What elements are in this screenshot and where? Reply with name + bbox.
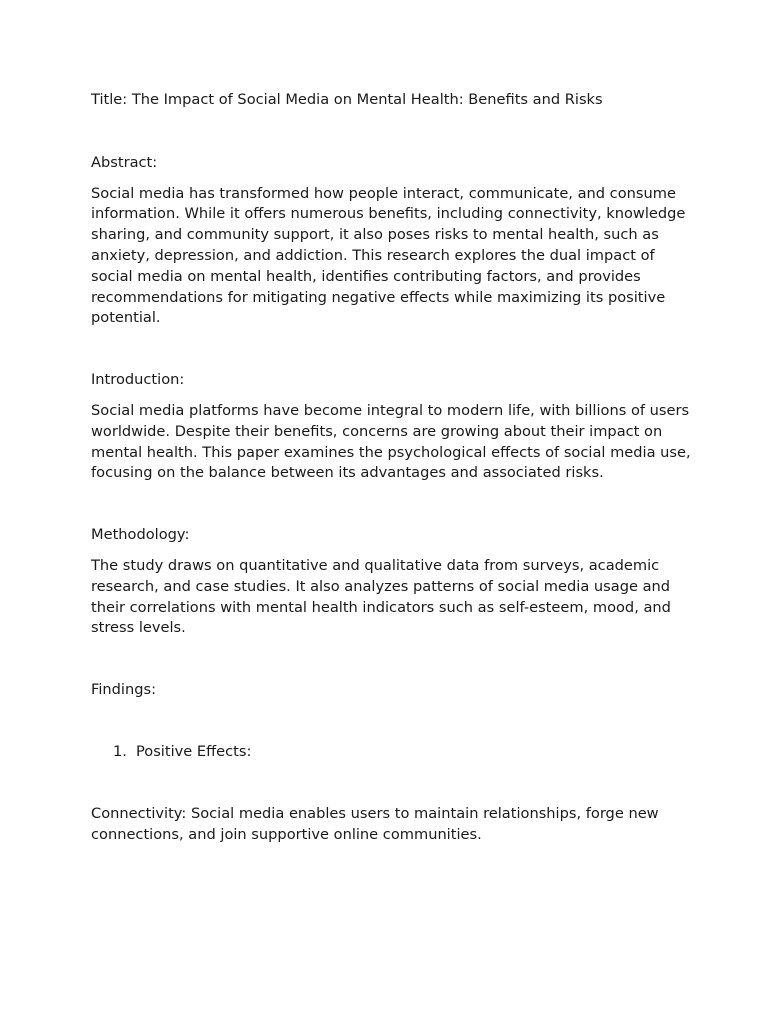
findings-list [91,742,691,763]
findings-heading: Findings: [91,681,156,699]
document-body [91,90,691,845]
abstract-paragraph: Social media has transformed how people interact, communicate, and consume information. While it offers numerous benefits, including connectivity, knowledge sharing, and community support, it also poses risks to mental health, such as anxiety, depression, and addiction. This research explores the dual impact of social media on mental health, identifies contributing factors, and provides recommendations for mitigating negative effects while maximizing its positive potential. [91,184,686,327]
list-item-number: 1. [113,742,127,760]
connectivity-paragraph: Connectivity: Social media enables users to maintain relationships, forge new connections, and join supportive online communities. [91,804,659,843]
introduction-heading: Introduction: [91,371,185,389]
document-title: Title: The Impact of Social Media on Mental Health: Benefits and Risks [91,91,603,108]
methodology-heading: Methodology: [91,526,190,544]
list-item [91,742,691,763]
abstract-heading: Abstract: [91,153,158,171]
methodology-paragraph: The study draws on quantitative and qualitative data from surveys, academic research, and case studies. It also analyzes patterns of social media usage and their correlations with mental health indicators such as self-esteem, mood, and stress levels. [91,556,671,637]
introduction-paragraph: Social media platforms have become integral to modern life, with billions of users worldwide. Despite their benefits, concerns are growing about their impact on mental health. This paper examines the psychological effects of social media use, focusing on the balance between its advantages and associated risks. [91,401,691,482]
list-item-label: Positive Effects: [136,742,252,760]
